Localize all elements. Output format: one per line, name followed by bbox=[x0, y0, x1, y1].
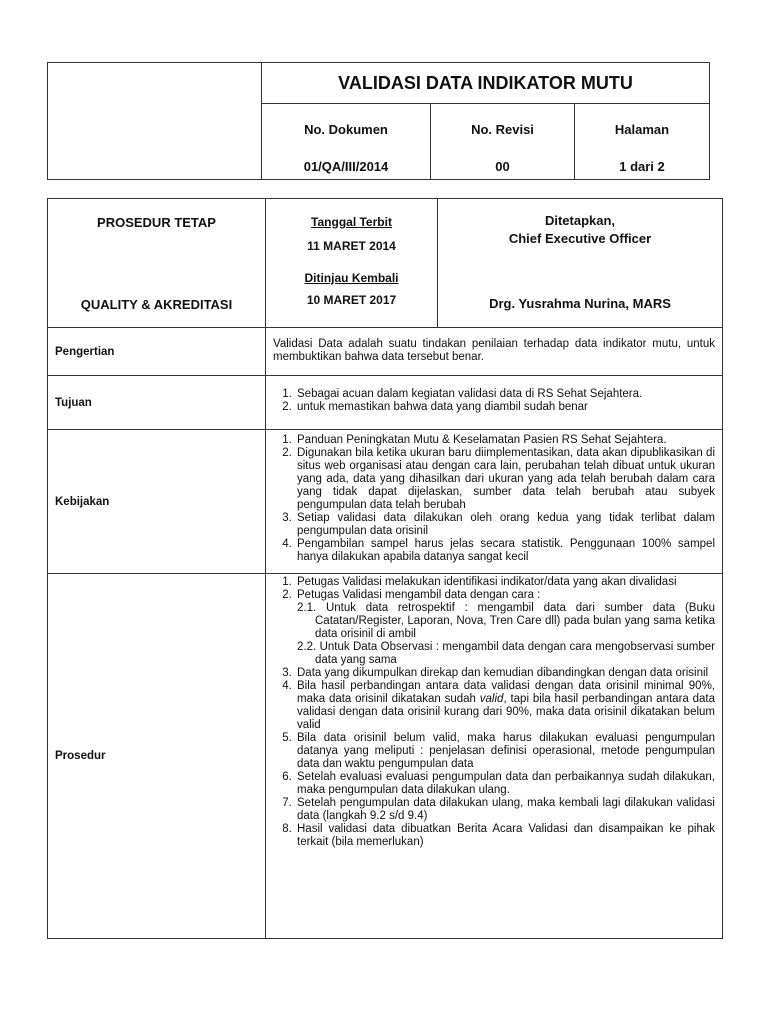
approval-cell bbox=[438, 199, 723, 328]
sub-list bbox=[275, 602, 715, 667]
revision-cell bbox=[431, 104, 575, 180]
list-item: 1. Sebagai acuan dalam kegiatan validasi data di RS Sehat Sejahtera. bbox=[295, 388, 715, 401]
approval-line: Ditetapkan, bbox=[544, 213, 616, 228]
sub-item: 2.1. Untuk data retrospektif : mengambil data dari sumber data (Buku Catatan/Register, Laporan, Nova, Tren Care dll) pada bulan yang sama ketika data orisinil di ambil bbox=[297, 602, 715, 640]
list-item bbox=[295, 680, 715, 732]
tujuan-label: Tujuan bbox=[48, 376, 266, 430]
prosedur-list bbox=[273, 576, 715, 849]
kebijakan-list bbox=[273, 434, 715, 564]
list-item: 5. Bila data orisinil belum valid, maka harus dilakukan evaluasi pengumpulan datanya yang meliputi : penjelasan definisi operasional, metode pengumpulan data dan waktu pengumpulan data bbox=[295, 732, 715, 771]
procedure-table bbox=[47, 198, 723, 939]
list-item: 3. Setiap validasi data dilakukan oleh orang kedua yang tidak terlibat dalam pengumpulan data orisinil bbox=[295, 512, 715, 538]
pengertian-text: Validasi Data adalah suatu tindakan penilaian terhadap data indikator mutu, untuk membuktikan bahwa data tersebut benar. bbox=[266, 328, 723, 376]
list-item: 2. Digunakan bila ketika ukuran baru diimplementasikan, data akan dipublikasikan di situs web organisasi atau dengan cara lain, perubahan telah dibuat untuk ukuran yang ada, data yang dihasilkan dari ukuran yang ada telah berubah dalam cara yang tidak dapat dijelaskan, sumber data telah berubah atau subyek pengumpulan data telah berubah bbox=[295, 447, 715, 512]
document-header-table bbox=[47, 62, 710, 180]
list-item: 1. Petugas Validasi melakukan identifikasi indikator/data yang akan divalidasi bbox=[295, 576, 715, 589]
list-item: 2. untuk memastikan bahwa data yang diambil sudah benar bbox=[295, 401, 715, 414]
list-item: 3. Data yang dikumpulkan direkap dan kemudian dibandingkan dengan data orisinil bbox=[295, 667, 715, 680]
review-label: Ditinjau Kembali bbox=[304, 271, 399, 285]
signer-name: Drg. Yusrahma Nurina, MARS bbox=[489, 296, 671, 311]
list-item-text: Petugas Validasi mengambil data dengan cara : bbox=[297, 589, 541, 601]
logo-area bbox=[48, 63, 262, 180]
protap-cell bbox=[48, 199, 266, 328]
valid-word: valid bbox=[479, 693, 504, 705]
list-item: 6. Setelah evaluasi evaluasi pengumpulan data dan perbaikannya sudah dilakukan, maka pengumpulan data dilakukan ulang. bbox=[295, 771, 715, 797]
kebijakan-label: Kebijakan bbox=[48, 430, 266, 574]
doc-number-cell bbox=[262, 104, 431, 180]
list-item bbox=[295, 589, 715, 667]
tujuan-body bbox=[266, 376, 723, 430]
page-value: 1 dari 2 bbox=[619, 159, 665, 174]
prosedur-label: Prosedur bbox=[48, 574, 266, 939]
sub-item: 2.2. Untuk Data Observasi : mengambil data dengan cara mengobservasi sumber data yang sama bbox=[297, 641, 715, 666]
issued-date: 11 MARET 2014 bbox=[307, 239, 396, 253]
dates-cell bbox=[266, 199, 438, 328]
doc-number-value: 01/QA/III/2014 bbox=[303, 159, 389, 174]
issued-label: Tanggal Terbit bbox=[311, 215, 392, 229]
list-item: 7. Setelah pengumpulan data dilakukan ulang, maka kembali lagi dilakukan validasi data (langkah 9.2 s/d 9.4) bbox=[295, 797, 715, 823]
revision-label: No. Revisi bbox=[471, 122, 534, 137]
doc-number-label: No. Dokumen bbox=[304, 122, 388, 137]
prosedur-body bbox=[266, 574, 723, 939]
protap-title: PROSEDUR TETAP bbox=[97, 215, 216, 230]
department-name: QUALITY & AKREDITASI bbox=[80, 297, 233, 312]
review-date: 10 MARET 2017 bbox=[306, 293, 397, 307]
approver-role: Chief Executive Officer bbox=[508, 231, 652, 246]
list-item-text: , tapi bila hasil perbandingan antara data validasi dengan data orisinil kurang dari 90%, maka data orisinil dikatakan belum valid bbox=[297, 693, 715, 731]
pengertian-label: Pengertian bbox=[48, 328, 266, 376]
list-item: 1. Panduan Peningkatan Mutu & Keselamatan Pasien RS Sehat Sejahtera. bbox=[295, 434, 715, 447]
tujuan-list bbox=[273, 388, 715, 414]
list-item-text: Bila hasil perbandingan antara data validasi dengan data orisinil minimal 90%, maka data orisinil dikatakan sudah bbox=[297, 680, 715, 705]
revision-value: 00 bbox=[495, 159, 510, 174]
page-cell bbox=[575, 104, 710, 180]
kebijakan-body bbox=[266, 430, 723, 574]
list-item: 4. Pengambilan sampel harus jelas secara statistik. Penggunaan 100% sampel hanya dilakukan apabila datanya sangat kecil bbox=[295, 538, 715, 564]
document-title: VALIDASI DATA INDIKATOR MUTU bbox=[262, 63, 710, 104]
list-item: 8. Hasil validasi data dibuatkan Berita Acara Validasi dan disampaikan ke pihak terkait (bila memerlukan) bbox=[295, 823, 715, 849]
page-label: Halaman bbox=[614, 122, 670, 137]
